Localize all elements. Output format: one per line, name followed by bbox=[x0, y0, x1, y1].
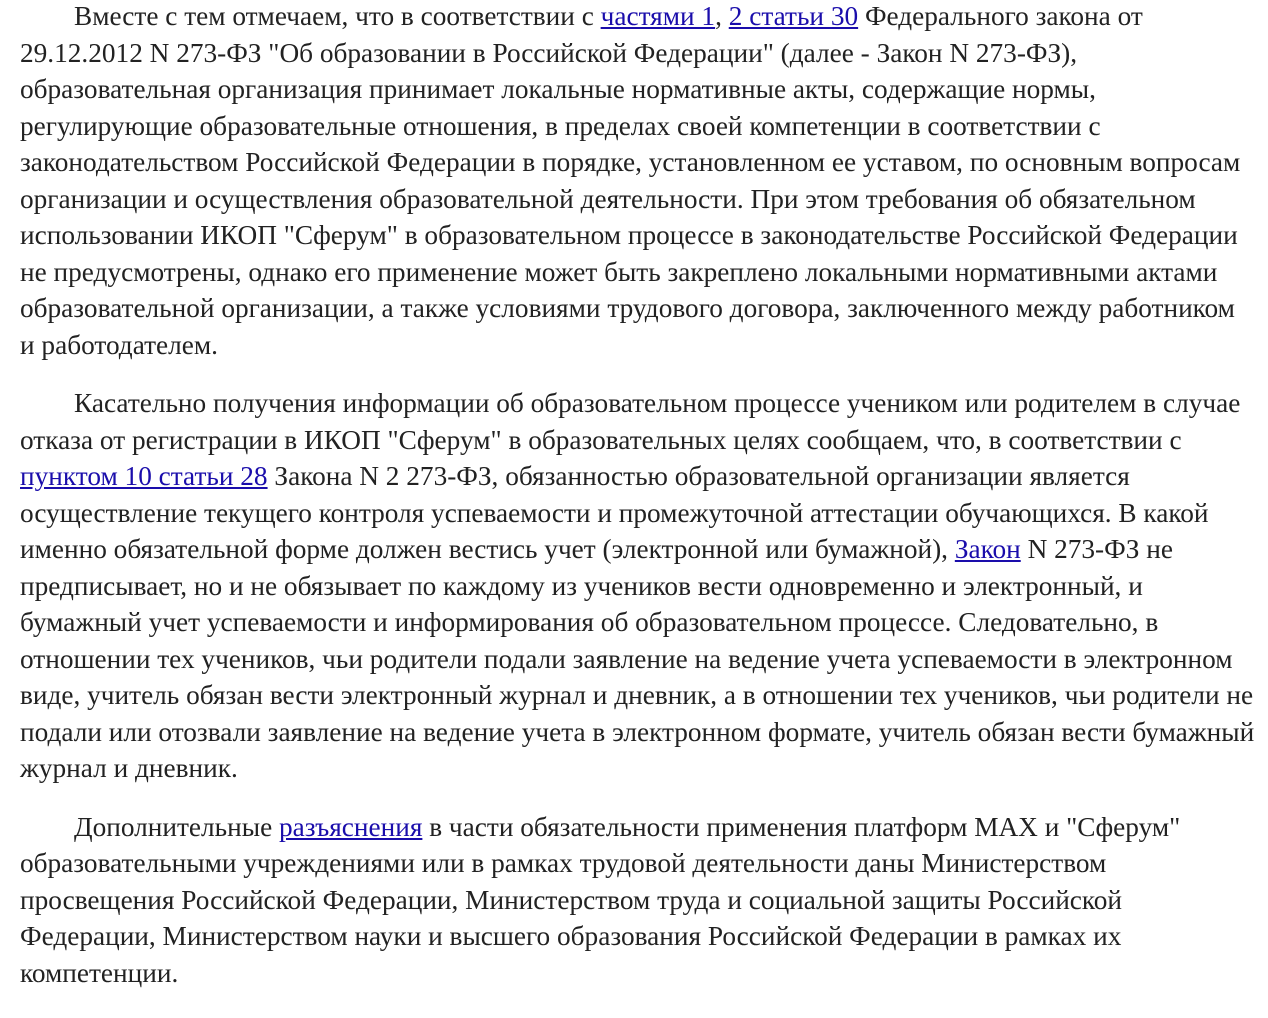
text-segment: Закона N 2 273-ФЗ, обязанностью образовательной организации является осуществление текущего контроля успеваемости и промежуточной аттестации обучающихся. В какой именно обязательной форме должен вестись учет (электронной или бумажной), bbox=[20, 461, 1209, 564]
text-segment: N 273-ФЗ не предписывает, но и не обязывает по каждому из учеников вести одновременно и электронный, и бумажный учет успеваемости и информирования об образовательном процессе. Следовательно, в отношении тех учеников, чьи родители подали заявление на ведение учета успеваемости в электронном виде, учитель обязан вести электронный журнал и дневник, а в отношении тех учеников, чьи родители не подали или отозвали заявление на ведение учета в электронном формате, учитель обязан вести бумажный журнал и дневник. bbox=[20, 534, 1255, 783]
paragraph-1 bbox=[20, 0, 1256, 363]
link-chasti-1[interactable]: частями 1 bbox=[600, 1, 716, 31]
text-segment: в части обязательности применения платформ MAX и "Сферум" образовательными учреждениями или в рамках трудовой деятельности даны Министерством просвещения Российской Федерации, Министерством труда и социальной защиты Российской Федерации, Министерством науки и высшего образования Российской Федерации в рамках их компетенции. bbox=[20, 811, 1181, 988]
text-segment: Федерального закона от 29.12.2012 N 273-ФЗ "Об образовании в Российской Федерации" (далее - Закон N 273-ФЗ), образовательная организация принимает локальные нормативные акты, содержащие нормы, регулирующие образовательные отношения, в пределах своей компетенции в соответствии с законодательством Российской Федерации в порядке, установленном ее уставом, по основным вопросам организации и осуществления образовательной деятельности. При этом требования об обязательном использовании ИКОП "Сферум" в образовательном процессе в законодательстве Российской Федерации не предусмотрены, однако его применение может быть закреплено локальными нормативными актами образовательной организации, а также условиями трудового договора, заключенного между работником и работодателем. bbox=[20, 1, 1241, 360]
link-razyasneniya[interactable]: разъяснения bbox=[279, 811, 423, 842]
link-zakon[interactable]: Закон bbox=[954, 534, 1021, 564]
paragraph-3 bbox=[20, 809, 1256, 992]
text-segment: Вместе с тем отмечаем, что в соответствии с bbox=[74, 1, 601, 31]
text-segment: Касательно получения информации об образовательном процессе учеником или родителем в случае отказа от регистрации в ИКОП "Сферум" в образовательных целях сообщаем, что, в соответствии с bbox=[20, 388, 1241, 455]
link-statya-30[interactable]: 2 статьи 30 bbox=[728, 1, 859, 31]
text-segment: , bbox=[715, 1, 729, 31]
paragraph-2 bbox=[20, 385, 1256, 787]
text-segment: Дополнительные bbox=[74, 811, 280, 842]
link-punkt-10-statya-28[interactable]: пунктом 10 статьи 28 bbox=[20, 461, 268, 491]
